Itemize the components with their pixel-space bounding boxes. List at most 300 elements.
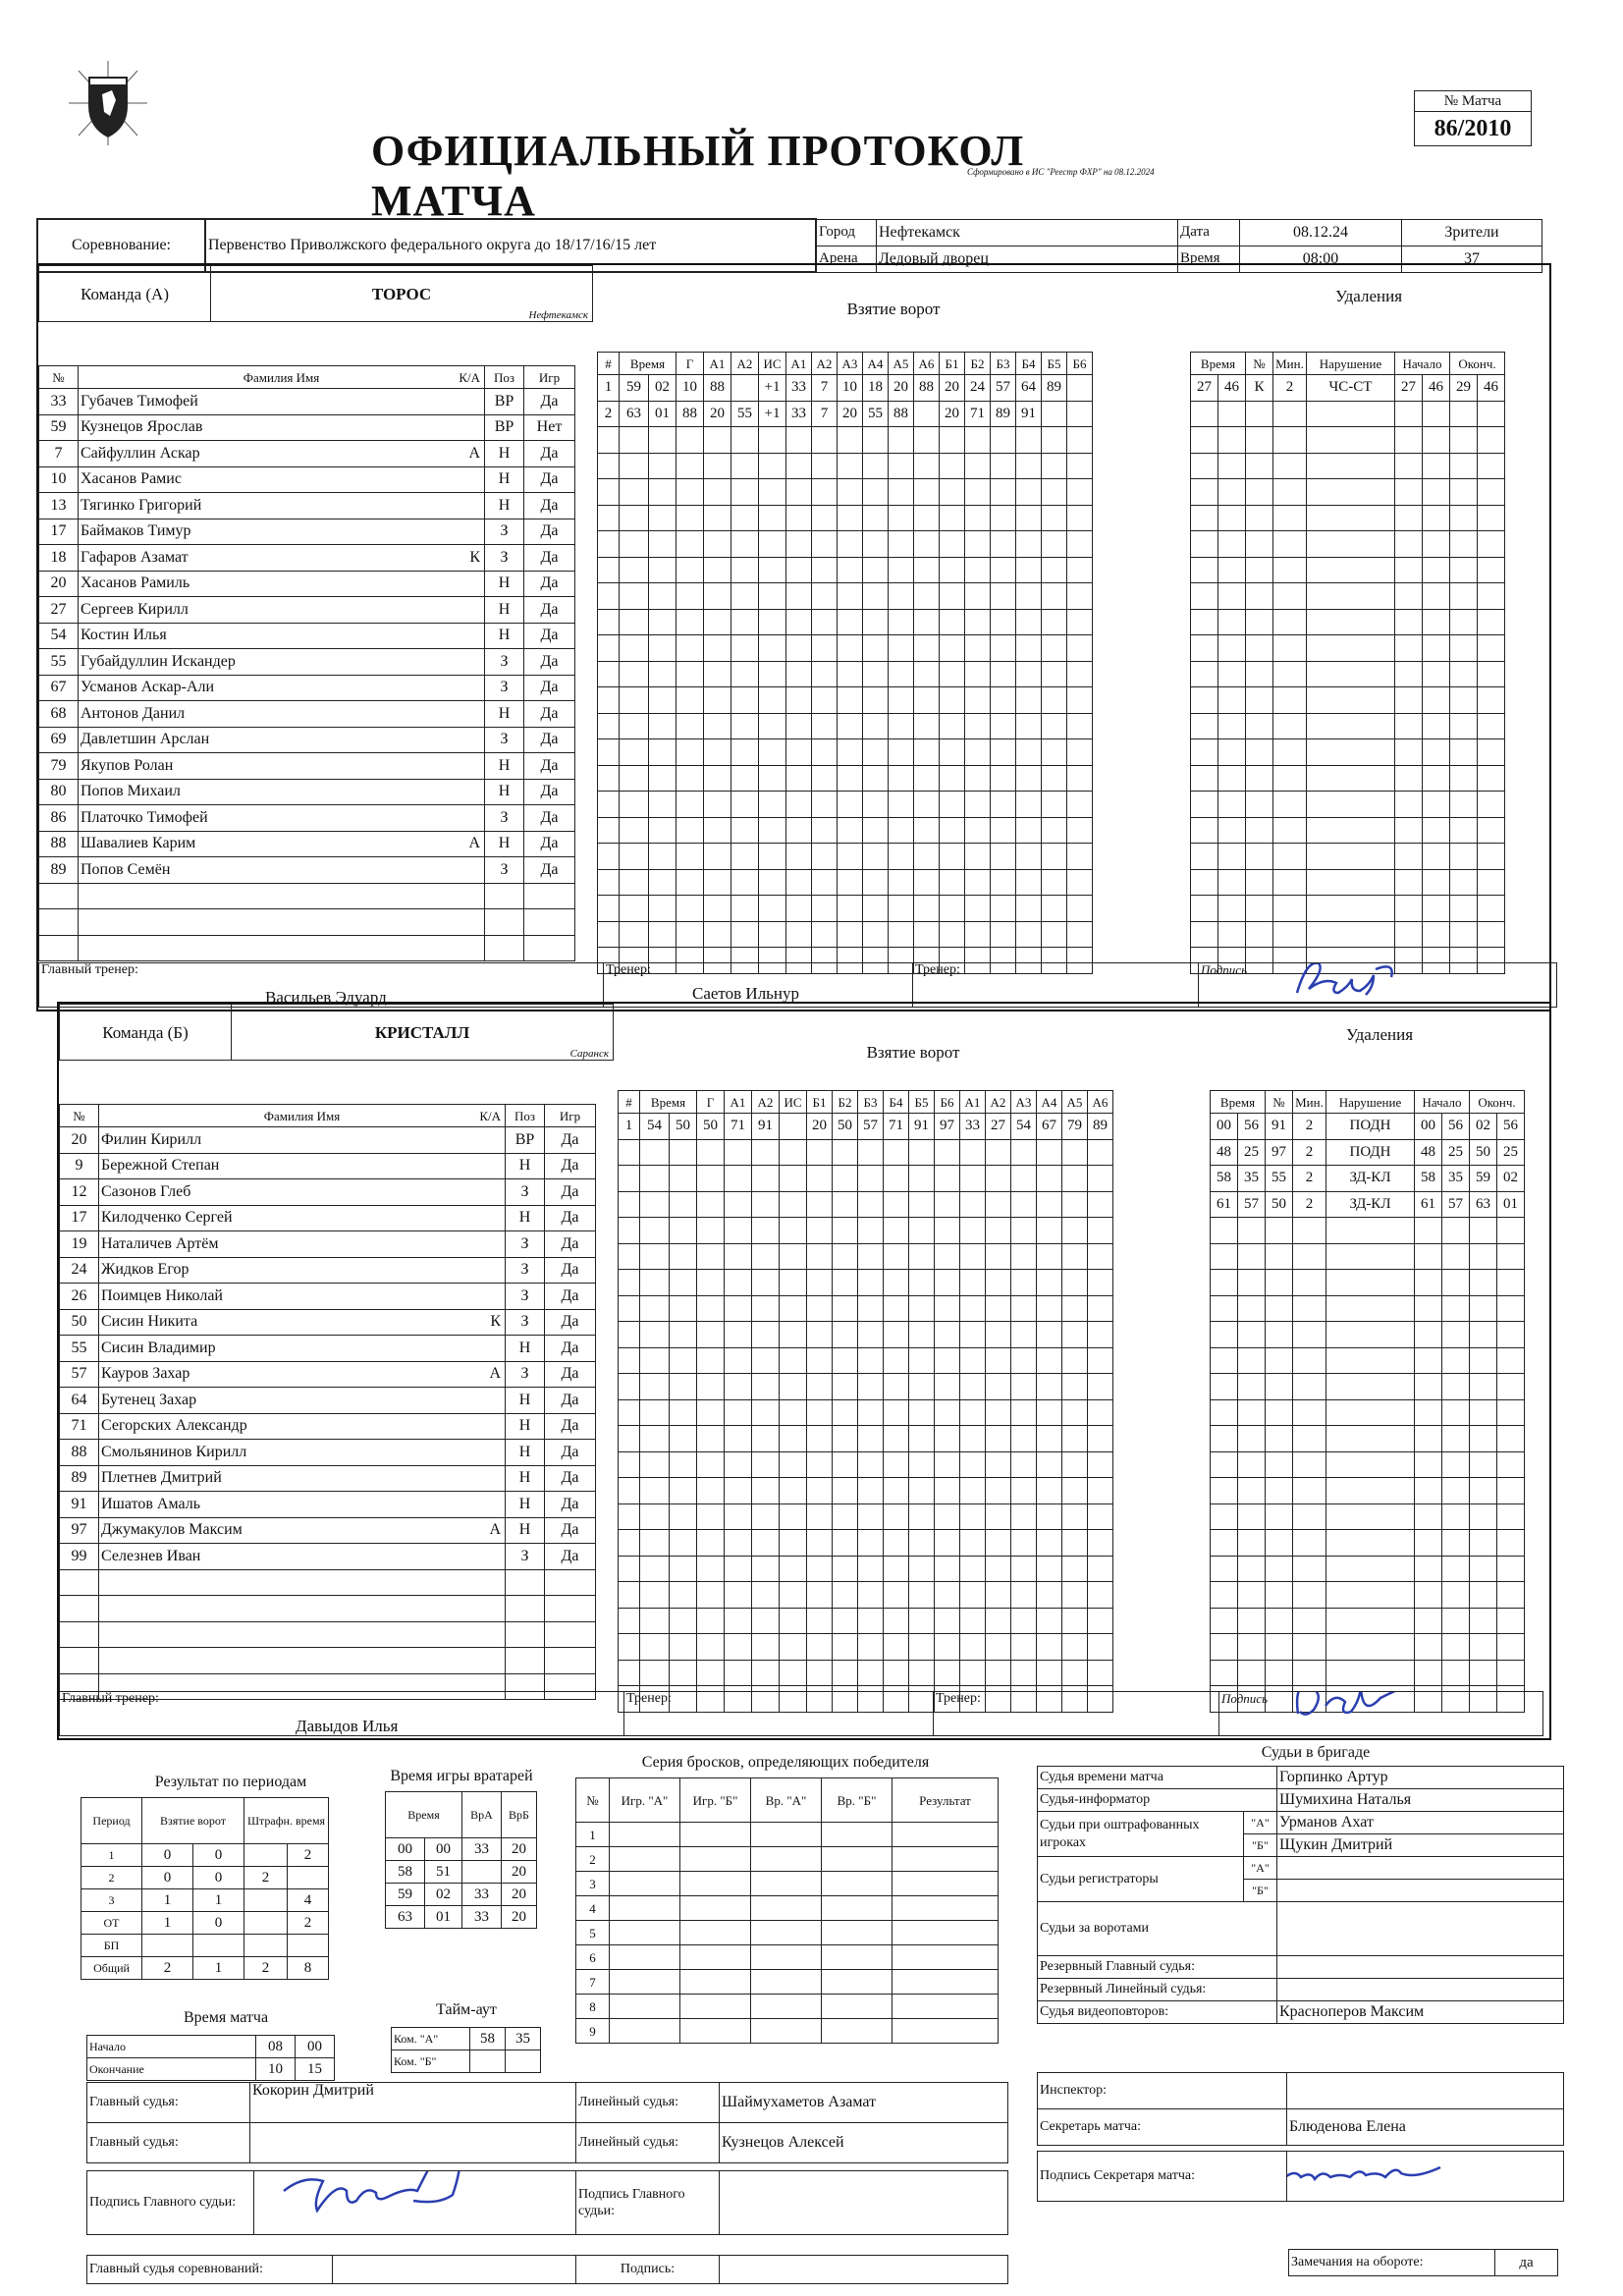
goalie-minute: 63	[386, 1906, 425, 1929]
empty-cell	[640, 1556, 670, 1582]
empty-cell	[649, 765, 676, 792]
empty-cell	[1423, 635, 1450, 662]
empty-cell	[1037, 1218, 1062, 1244]
empty-cell	[1062, 1582, 1088, 1609]
pen-minutes: 2	[1293, 1191, 1326, 1218]
goals-col-header: Б1	[807, 1091, 833, 1114]
empty-cell	[1037, 1399, 1062, 1426]
period-name: Общий	[81, 1957, 142, 1980]
penalty-row	[1211, 1582, 1525, 1609]
empty-cell	[914, 661, 940, 687]
empty-cell	[1266, 1451, 1293, 1478]
team-a-coach1: Саетов Ильнур	[692, 984, 800, 1003]
penalty-b-tag: "Б"	[1244, 1834, 1277, 1857]
roster-row	[60, 1569, 596, 1596]
empty-cell	[1062, 1451, 1088, 1478]
timeout-table	[391, 2027, 541, 2073]
empty-cell	[704, 505, 731, 531]
empty-cell	[786, 792, 812, 818]
empty-cell	[619, 1347, 640, 1374]
empty-cell	[1307, 583, 1395, 610]
empty-cell	[1067, 531, 1093, 558]
empty-cell	[1191, 817, 1218, 844]
empty-cell	[838, 869, 863, 896]
empty-cell	[960, 1191, 986, 1218]
empty-cell	[1016, 661, 1042, 687]
empty-cell	[1218, 609, 1246, 635]
goal-row	[619, 1608, 1113, 1634]
period-goals-a: 2	[142, 1957, 193, 1980]
empty-cell	[1307, 687, 1395, 714]
empty-cell	[731, 583, 759, 610]
empty-cell	[1326, 1322, 1415, 1348]
empty-cell	[807, 1166, 833, 1192]
goal-row	[598, 375, 1093, 402]
empty-cell	[889, 557, 914, 583]
empty-cell	[1442, 1426, 1470, 1452]
empty-cell	[697, 1451, 725, 1478]
period-row	[81, 1957, 329, 1980]
player-name: Килодченко Сергей	[101, 1209, 233, 1227]
empty-cell	[812, 479, 838, 506]
empty-cell	[807, 1139, 833, 1166]
empty-cell	[986, 1374, 1011, 1400]
player-cell	[99, 1648, 506, 1674]
empty-cell	[1191, 505, 1218, 531]
player-cell	[99, 1413, 506, 1440]
penalty-row	[1211, 1166, 1525, 1192]
empty-cell	[807, 1399, 833, 1426]
empty-cell	[863, 844, 889, 870]
pens-col-header: Нарушение	[1307, 353, 1395, 375]
empty-cell	[676, 713, 704, 739]
empty-cell	[940, 557, 965, 583]
empty-cell	[914, 635, 940, 662]
player-cell	[99, 1231, 506, 1258]
goal-row	[619, 1582, 1113, 1609]
player-number: 54	[39, 623, 79, 649]
empty-cell	[833, 1478, 858, 1504]
player-name: Усманов Аскар-Али	[81, 679, 215, 696]
sig-main-label: Подпись Главного судьи:	[87, 2171, 254, 2235]
logo	[69, 61, 147, 145]
empty-cell	[697, 1218, 725, 1244]
penalty-box-label: Судьи при оштрафованных игроках	[1038, 1812, 1244, 1857]
empty-cell	[884, 1556, 909, 1582]
shootout-col-header: Вр. "А"	[751, 1778, 822, 1823]
empty-cell	[884, 1166, 909, 1192]
empty-cell	[1088, 1660, 1113, 1686]
empty-cell	[676, 479, 704, 506]
player-position: Н	[485, 466, 524, 493]
empty-cell	[1016, 792, 1042, 818]
goals-col-header: Время	[620, 353, 676, 375]
player-name: Кауров Захар	[101, 1365, 190, 1383]
goals-col-header: Б2	[965, 353, 991, 375]
empty-cell	[1037, 1530, 1062, 1557]
pen-violation: ЗД-КЛ	[1326, 1191, 1415, 1218]
empty-cell	[1273, 609, 1307, 635]
main-ref-2	[250, 2123, 576, 2163]
empty-cell	[620, 817, 649, 844]
empty-cell	[960, 1166, 986, 1192]
empty-cell	[863, 896, 889, 922]
empty-cell	[807, 1634, 833, 1661]
empty-cell	[697, 1556, 725, 1582]
on-ice-scoring: 71	[884, 1114, 909, 1140]
empty-cell	[1470, 1478, 1497, 1504]
empty-cell	[884, 1582, 909, 1609]
empty-cell	[858, 1399, 884, 1426]
empty-cell	[725, 1399, 752, 1426]
empty-cell	[1011, 1634, 1037, 1661]
period-name: 2	[81, 1867, 142, 1889]
period-goals-a: 0	[142, 1867, 193, 1889]
empty-cell	[786, 635, 812, 662]
empty-cell	[1191, 713, 1218, 739]
empty-cell	[914, 765, 940, 792]
empty-cell	[1191, 453, 1218, 479]
empty-cell	[759, 713, 786, 739]
player-number: 50	[60, 1309, 99, 1336]
empty-cell	[731, 687, 759, 714]
empty-cell	[619, 1243, 640, 1270]
empty-cell	[833, 1218, 858, 1244]
empty-cell	[1442, 1322, 1470, 1348]
empty-cell	[935, 1166, 960, 1192]
empty-cell	[909, 1374, 935, 1400]
empty-cell	[704, 921, 731, 948]
empty-cell	[1326, 1374, 1415, 1400]
empty-cell	[884, 1347, 909, 1374]
empty-cell	[1218, 635, 1246, 662]
empty-cell	[649, 661, 676, 687]
empty-cell	[893, 1823, 999, 1847]
reg-a-tag: "А"	[1244, 1857, 1277, 1880]
empty-cell	[935, 1608, 960, 1634]
empty-cell	[1191, 609, 1218, 635]
empty-cell	[935, 1374, 960, 1400]
empty-cell	[1423, 739, 1450, 766]
goal-minute: 54	[640, 1114, 670, 1140]
empty-cell	[965, 505, 991, 531]
empty-cell	[704, 896, 731, 922]
empty-cell	[1442, 1582, 1470, 1609]
empty-cell	[884, 1503, 909, 1530]
empty-cell	[1478, 453, 1505, 479]
empty-cell	[807, 1530, 833, 1557]
remarks-value: да	[1495, 2250, 1558, 2276]
goal-row	[619, 1530, 1113, 1557]
empty-cell	[1191, 896, 1218, 922]
empty-cell	[1478, 765, 1505, 792]
goal-judges-label: Судьи за воротами	[1038, 1902, 1277, 1956]
empty-cell	[1450, 609, 1478, 635]
player-number: 88	[60, 1440, 99, 1466]
empty-cell	[670, 1218, 697, 1244]
on-ice-scoring: 20	[889, 375, 914, 402]
empty-cell	[1191, 427, 1218, 454]
empty-cell	[1037, 1503, 1062, 1530]
empty-cell	[858, 1478, 884, 1504]
empty-cell	[965, 687, 991, 714]
goal-second: 50	[670, 1114, 697, 1140]
empty-cell	[60, 1596, 99, 1622]
roster-row	[39, 414, 575, 441]
empty-cell	[725, 1660, 752, 1686]
goalie-a	[462, 1861, 502, 1884]
empty-cell	[676, 661, 704, 687]
empty-cell	[1450, 792, 1478, 818]
shootout-number: 7	[576, 1970, 610, 1995]
empty-cell	[670, 1660, 697, 1686]
empty-cell	[960, 1608, 986, 1634]
col-pos: Поз	[506, 1105, 545, 1127]
empty-cell	[1016, 896, 1042, 922]
empty-cell	[1266, 1243, 1293, 1270]
empty-cell	[838, 453, 863, 479]
player-cell	[99, 1127, 506, 1154]
goals-col-header: А1	[704, 353, 731, 375]
empty-cell	[1238, 1608, 1266, 1634]
player-name: Сисин Владимир	[101, 1339, 216, 1356]
shootout-row	[576, 1921, 999, 1945]
page-title: ОФИЦИАЛЬНЫЙ ПРОТОКОЛ МАТЧА	[371, 127, 1025, 225]
empty-cell	[670, 1451, 697, 1478]
empty-cell	[935, 1426, 960, 1452]
roster-row	[39, 441, 575, 467]
empty-cell	[889, 583, 914, 610]
empty-cell	[1423, 661, 1450, 687]
empty-cell	[1088, 1322, 1113, 1348]
goals-col-header: А2	[812, 353, 838, 375]
roster-row	[39, 545, 575, 572]
penalty-row	[1211, 1608, 1525, 1634]
shootout-col-header: Вр. "Б"	[822, 1778, 893, 1823]
empty-cell	[640, 1503, 670, 1530]
empty-cell	[940, 765, 965, 792]
empty-cell	[731, 609, 759, 635]
end-h: 10	[256, 2058, 296, 2081]
empty-cell	[807, 1243, 833, 1270]
pen-end-m: 02	[1470, 1114, 1497, 1140]
empty-cell	[1011, 1660, 1037, 1686]
player-cell	[79, 727, 485, 753]
empty-cell	[1442, 1347, 1470, 1374]
col-igr: Игр	[545, 1105, 596, 1127]
timeout-a-m: 58	[470, 2028, 506, 2050]
empty-cell	[598, 713, 620, 739]
empty-cell	[1478, 505, 1505, 531]
empty-cell	[524, 935, 575, 961]
empty-cell	[1293, 1218, 1326, 1244]
empty-cell	[1293, 1243, 1326, 1270]
empty-cell	[965, 661, 991, 687]
player-position: ВР	[485, 389, 524, 415]
player-name: Ишатов Амаль	[101, 1495, 200, 1512]
empty-cell	[1042, 453, 1067, 479]
empty-cell	[697, 1347, 725, 1374]
on-ice-scoring: 88	[889, 401, 914, 427]
empty-cell	[1395, 427, 1423, 454]
empty-cell	[991, 817, 1016, 844]
pen-second: 46	[1218, 375, 1246, 402]
empty-cell	[1423, 687, 1450, 714]
period-pen-a	[244, 1844, 288, 1867]
goals-col-header: Б4	[1016, 353, 1042, 375]
empty-cell	[1307, 427, 1395, 454]
empty-cell	[991, 479, 1016, 506]
pen-end-s: 25	[1497, 1139, 1525, 1166]
roster-row	[60, 1179, 596, 1206]
shootout-number: 1	[576, 1823, 610, 1847]
empty-cell	[1395, 661, 1423, 687]
player-position: З	[506, 1284, 545, 1310]
empty-cell	[1478, 921, 1505, 948]
empty-cell	[752, 1634, 780, 1661]
periods-title: Результат по периодам	[154, 1774, 307, 1790]
empty-cell	[960, 1322, 986, 1348]
empty-cell	[914, 609, 940, 635]
empty-cell	[640, 1451, 670, 1478]
empty-cell	[620, 713, 649, 739]
empty-cell	[965, 557, 991, 583]
empty-cell	[1478, 792, 1505, 818]
empty-cell	[676, 453, 704, 479]
empty-cell	[1423, 765, 1450, 792]
empty-cell	[914, 531, 940, 558]
empty-cell	[670, 1634, 697, 1661]
empty-cell	[640, 1426, 670, 1452]
empty-cell	[909, 1270, 935, 1296]
empty-cell	[619, 1191, 640, 1218]
empty-cell	[893, 1970, 999, 1995]
empty-cell	[780, 1556, 807, 1582]
empty-cell	[1273, 687, 1307, 714]
empty-cell	[1042, 583, 1067, 610]
empty-cell	[863, 765, 889, 792]
goal-row	[619, 1478, 1113, 1504]
goal-row	[619, 1451, 1113, 1478]
player-name: Шавалиев Карим	[81, 835, 196, 852]
empty-cell	[680, 1945, 751, 1970]
empty-cell	[704, 635, 731, 662]
h-period: Период	[81, 1798, 142, 1844]
empty-cell	[893, 1847, 999, 1872]
empty-cell	[759, 792, 786, 818]
empty-cell	[935, 1270, 960, 1296]
roster-row	[39, 571, 575, 597]
period-goals-b	[193, 1935, 244, 1957]
empty-cell	[1211, 1608, 1238, 1634]
penalty-row	[1191, 687, 1505, 714]
empty-cell	[1415, 1660, 1442, 1686]
empty-cell	[1442, 1295, 1470, 1322]
date: 08.12.24	[1240, 219, 1402, 246]
empty-cell	[1415, 1218, 1442, 1244]
empty-cell	[1326, 1270, 1415, 1296]
empty-cell	[1246, 844, 1273, 870]
empty-cell	[620, 869, 649, 896]
empty-cell	[889, 817, 914, 844]
empty-cell	[619, 1218, 640, 1244]
sig-main2-label: Подпись Главного судьи:	[576, 2171, 720, 2235]
pen-violation: ЧС-СТ	[1307, 375, 1395, 402]
empty-cell	[1293, 1634, 1326, 1661]
empty-cell	[991, 583, 1016, 610]
empty-cell	[1423, 844, 1450, 870]
on-ice-defending	[1042, 401, 1067, 427]
empty-cell	[1062, 1295, 1088, 1322]
empty-cell	[1218, 921, 1246, 948]
empty-cell	[619, 1166, 640, 1192]
empty-cell	[1016, 765, 1042, 792]
empty-cell	[1395, 921, 1423, 948]
penalty-row	[1191, 635, 1505, 662]
empty-cell	[863, 817, 889, 844]
empty-cell	[1470, 1451, 1497, 1478]
empty-cell	[676, 921, 704, 948]
penalty-row	[1211, 1426, 1525, 1452]
signature-label: Подпись	[1221, 1691, 1268, 1706]
period-pen-b: 4	[288, 1889, 329, 1912]
pen-start-m: 27	[1395, 375, 1423, 402]
player-number: 69	[39, 727, 79, 753]
pen-end-s: 01	[1497, 1191, 1525, 1218]
player-position: З	[506, 1257, 545, 1284]
empty-cell	[1395, 635, 1423, 662]
empty-cell	[1067, 609, 1093, 635]
player-cell	[99, 1621, 506, 1648]
empty-cell	[863, 479, 889, 506]
team-b-label: Команда (Б)	[60, 1005, 232, 1061]
empty-cell	[697, 1530, 725, 1557]
goal-row	[619, 1322, 1113, 1348]
period-name: 3	[81, 1889, 142, 1912]
empty-cell	[1395, 792, 1423, 818]
pen-end-m: 29	[1450, 375, 1478, 402]
empty-cell	[986, 1243, 1011, 1270]
roster-row	[60, 1517, 596, 1544]
empty-cell	[1067, 687, 1093, 714]
on-ice-scoring: 57	[858, 1114, 884, 1140]
player-cell	[99, 1596, 506, 1622]
player-name: Хасанов Рамис	[81, 470, 182, 488]
pen-violation: ПОДН	[1326, 1114, 1415, 1140]
empty-cell	[935, 1399, 960, 1426]
empty-cell	[704, 661, 731, 687]
empty-cell	[1307, 869, 1395, 896]
goalie-row	[386, 1861, 537, 1884]
empty-cell	[914, 792, 940, 818]
empty-cell	[812, 896, 838, 922]
goal-row	[598, 609, 1093, 635]
player-cell	[79, 883, 485, 909]
empty-cell	[812, 661, 838, 687]
empty-cell	[1011, 1478, 1037, 1504]
empty-cell	[822, 1921, 893, 1945]
empty-cell	[649, 921, 676, 948]
empty-cell	[506, 1621, 545, 1648]
empty-cell	[619, 1530, 640, 1557]
empty-cell	[1211, 1582, 1238, 1609]
empty-cell	[1062, 1243, 1088, 1270]
empty-cell	[1450, 453, 1478, 479]
empty-cell	[1218, 505, 1246, 531]
empty-cell	[1011, 1243, 1037, 1270]
shootout-header-row	[576, 1778, 999, 1823]
period-goals-a: 1	[142, 1889, 193, 1912]
